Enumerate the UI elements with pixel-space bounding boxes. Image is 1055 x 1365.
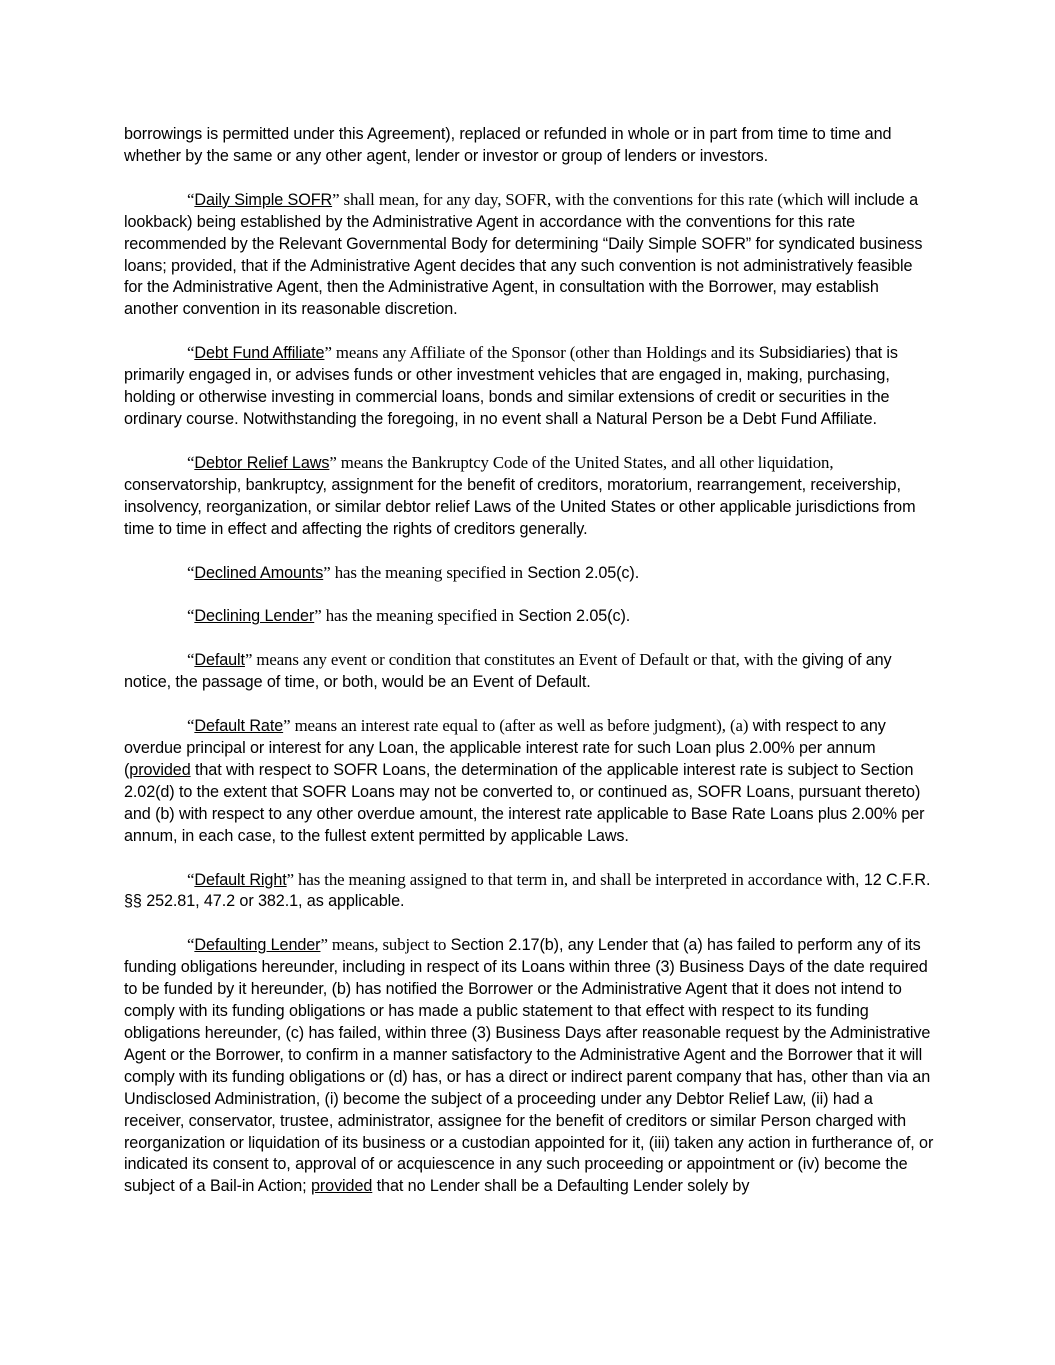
close-quote: ” bbox=[320, 935, 328, 955]
close-quote: ” bbox=[286, 869, 294, 889]
defined-term: Declined Amounts bbox=[194, 563, 324, 582]
defined-term: Debtor Relief Laws bbox=[194, 453, 330, 472]
provided-term: provided bbox=[129, 760, 191, 779]
definition-default bbox=[124, 649, 934, 694]
paragraph-text: borrowings is permitted under this Agreement), replaced or refunded in whole or in part from time to time and whether by the same or any other agent, lender or investor or group of lenders or investors. bbox=[124, 125, 892, 165]
definition-lead: means the Bankruptcy Code of the United States, and all other liquidation, bbox=[336, 452, 834, 472]
defined-term: Default Right bbox=[194, 870, 287, 889]
definition-text: Section 2.05(c). bbox=[522, 563, 640, 582]
definition-lead: means any event or condition that constitutes an Event of Default or that, with the bbox=[252, 650, 798, 670]
defined-term: Default bbox=[194, 651, 245, 670]
close-quote: ” bbox=[324, 343, 332, 363]
definition-text-continued: that no Lender shall be a Defaulting Lender solely by bbox=[372, 1177, 750, 1196]
definition-text: Subsidiaries) that is primarily engaged in, or advises funds or other investment vehicles that are engaged in, making, purchasing, holding or otherwise investing in commercial loans, bonds and similar extensions of credit or securities in the ordinary course. Notwithstanding the foregoing, in no event shall a Natural Person be a Debt Fund Affiliate. bbox=[124, 344, 898, 428]
document-page bbox=[124, 124, 934, 1219]
open-quote: “ bbox=[187, 452, 195, 472]
close-quote: ” bbox=[283, 716, 291, 736]
definition-default-rate bbox=[124, 715, 934, 847]
close-quote: ” bbox=[314, 606, 322, 626]
open-quote: “ bbox=[187, 606, 195, 626]
defined-term: Daily Simple SOFR bbox=[194, 190, 333, 209]
definition-lead: has the meaning specified in bbox=[321, 606, 514, 626]
close-quote: ” bbox=[244, 650, 253, 670]
definition-declining-lender bbox=[124, 605, 934, 628]
definition-debt-fund-affiliate bbox=[124, 342, 934, 431]
definition-text: giving of any notice, the passage of time, or both, would be an Event of Default. bbox=[124, 651, 892, 692]
open-quote: “ bbox=[187, 716, 195, 736]
definition-defaulting-lender bbox=[124, 934, 934, 1198]
definition-text: Section 2.05(c). bbox=[513, 607, 631, 626]
open-quote: “ bbox=[187, 650, 195, 670]
defined-term: Default Rate bbox=[194, 717, 284, 736]
open-quote: “ bbox=[187, 935, 195, 955]
definition-text: with respect to any overdue principal or interest for any Loan, the applicable interest rate for such Loan plus 2.00% per annum ( bbox=[124, 717, 886, 779]
open-quote: “ bbox=[187, 189, 195, 209]
defined-term: Debt Fund Affiliate bbox=[194, 344, 325, 363]
definition-text: with, 12 C.F.R. §§ 252.81, 47.2 or 382.1, as applicable. bbox=[124, 870, 931, 911]
definition-text: will include a lookback) being established by the Administrative Agent in accordance with the conventions for this rate recommended by the Relevant Governmental Body for determining “Daily Simple SOFR” for syndicated business loans; provided, that if the Administrative Agent decides that any such convention is not administratively feasible for the Administrative Agent, then the Administrative Agent, in consultation with the Borrower, may establish another convention in its reasonable discretion. bbox=[124, 190, 923, 319]
close-quote: ” bbox=[329, 452, 337, 472]
open-quote: “ bbox=[187, 869, 195, 889]
definition-text: Section 2.17(b), any Lender that (a) has failed to perform any of its funding obligations hereunder, including in respect of its Loans within three (3) Business Days of the date required to be funded by it hereunder, (b) has notified the Borrower or the Administrative Agent that it does not intend to comply with its funding obligations or has made a public statement to that effect with respect to its funding obligations hereunder, (c) has failed, within three (3) Business Days after reasonable request by the Administrative Agent or the Borrower, to confirm in a manner satisfactory to the Administrative Agent and the Borrower that it will comply with its funding obligations or (d) has, or has a direct or indirect parent company that has, other than via an Undisclosed Administration, (i) become the subject of a proceeding under any Debtor Relief Law, (ii) had a receiver, conservator, trustee, administrator, assignee for the benefit of creditors or similar Person charged with reorganization or liquidation of its business or a custodian appointed for it, (iii) taken any action in furtherance of, or indicated its consent to, approval of or acquiescence in any such proceeding or appointment or (iv) become the subject of a Bail-in Action; bbox=[124, 936, 934, 1196]
definition-daily-simple-sofr bbox=[124, 189, 934, 321]
definition-lead: means, subject to bbox=[327, 935, 447, 955]
provided-term: provided bbox=[310, 1177, 373, 1196]
open-quote: “ bbox=[187, 343, 195, 363]
definition-lead: shall mean, for any day, SOFR, with the conventions for this rate (which bbox=[339, 189, 824, 209]
paragraph-continuation bbox=[124, 124, 934, 168]
open-quote: “ bbox=[187, 562, 195, 582]
definition-lead: has the meaning specified in bbox=[330, 562, 523, 582]
definition-lead: has the meaning assigned to that term in, and shall be interpreted in accordance bbox=[294, 869, 823, 889]
defined-term: Declining Lender bbox=[194, 607, 315, 626]
close-quote: ” bbox=[323, 562, 331, 582]
definition-debtor-relief-laws bbox=[124, 452, 934, 541]
close-quote: ” bbox=[332, 189, 340, 209]
defined-term: Defaulting Lender bbox=[194, 936, 321, 955]
definition-default-right bbox=[124, 869, 934, 914]
definition-lead: means an interest rate equal to (after as well as before judgment), (a) bbox=[290, 716, 749, 736]
definition-text-continued: that with respect to SOFR Loans, the determination of the applicable interest rate is subject to Section 2.02(d) to the extent that SOFR Loans may not be converted to, or continued as, SOFR Loans, pursuant thereto) and (b) with respect to any other overdue amount, the interest rate applicable to Base Rate Loans plus 2.00% per annum, in each case, to the fullest extent permitted by applicable Laws. bbox=[124, 760, 925, 845]
definition-lead: means any Affiliate of the Sponsor (other than Holdings and its bbox=[331, 343, 755, 363]
definition-text: conservatorship, bankruptcy, assignment for the benefit of creditors, moratorium, rearrangement, receivership, insolvency, reorganization, or similar debtor relief Laws of the United States or other applicable jurisdictions from time to time in effect and affecting the rights of creditors generally. bbox=[124, 475, 916, 538]
definition-declined-amounts bbox=[124, 562, 934, 585]
